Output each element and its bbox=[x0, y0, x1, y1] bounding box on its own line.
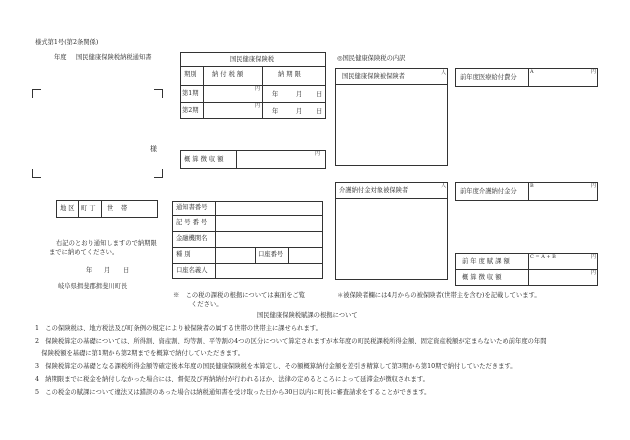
yen-unit: 円 bbox=[591, 254, 597, 260]
yen-unit: 円 bbox=[591, 183, 597, 189]
basis-item: 5 この税金の賦課について違法又は錯誤のあった場合は納税通知書を受け取った日から30日以内に町長に審査請求をすることができます。 bbox=[35, 389, 431, 396]
basis-item: 4 納期限までに税金を納付しなかった場合には、督促及び再納納付が行われるほか、法律の定めるところによって延滞金が徴収されます。 bbox=[35, 376, 429, 383]
message-line1: 右記のとおり通知しますので納期限 bbox=[56, 240, 157, 247]
date-month: 月 bbox=[104, 267, 111, 274]
insured-box bbox=[335, 68, 448, 166]
estimated-label: 概 算 徴 収 額 bbox=[462, 274, 502, 281]
prev-taxable-label: 前 年 度 賦 課 額 bbox=[462, 258, 510, 265]
prev-taxable-formula: C = A + B bbox=[530, 254, 556, 260]
row-label: 第1期 bbox=[182, 90, 199, 97]
care-label: 介護納付金対象被保険者 bbox=[339, 187, 409, 194]
breakdown-title: ◎国民健康保険税の内訳 bbox=[337, 55, 406, 62]
due-day: 日 bbox=[316, 108, 323, 115]
col-amount: 納 付 税 額 bbox=[212, 71, 244, 78]
due-month: 月 bbox=[296, 91, 303, 98]
bank-type: 種 別 bbox=[176, 251, 191, 258]
care-unit: 人 bbox=[441, 183, 447, 189]
prev-care-label: 前年度介護納付金分 bbox=[460, 188, 517, 195]
bank-account-number: 口座番号 bbox=[258, 251, 284, 258]
due-year: 年 bbox=[272, 91, 279, 98]
bank-institution: 金融機関名 bbox=[176, 235, 208, 242]
address-bracket-tr bbox=[154, 89, 163, 98]
address-bracket-tl bbox=[32, 89, 41, 98]
col-period: 期別 bbox=[184, 71, 197, 78]
notice-title: 国民健康保険税納税通知書 bbox=[76, 54, 152, 61]
prev-medical-label: 前年度医療給付費分 bbox=[460, 74, 517, 81]
date-year: 年 bbox=[86, 267, 93, 274]
address-col-household-1: 世 bbox=[107, 205, 114, 212]
bank-holder: 口座名義人 bbox=[176, 267, 208, 274]
col-due: 納 期 限 bbox=[278, 71, 301, 78]
address-bracket-br bbox=[154, 169, 163, 178]
basis-item: 1 この保険税は、地方税法及び町条例の規定により被保険者の属する世帯の世帯主に課せられます。 bbox=[35, 325, 322, 332]
date-day: 日 bbox=[123, 267, 130, 274]
tax-table-header: 国民健康保険税 bbox=[230, 56, 275, 63]
basis-item: 2 保険税算定の基礎については、所得割、資産割、均等割、平等割の4つの区分について算定されますが本年度の町民税課税所得金額、固定資産税額が定まらないため前年度の年間 bbox=[35, 338, 547, 345]
due-month: 月 bbox=[296, 108, 303, 115]
yen-unit: 円 bbox=[255, 103, 261, 109]
prev-care-key: B bbox=[530, 183, 534, 189]
message-line2: までに納めてください。 bbox=[49, 249, 119, 256]
basis-item: 3 保険税算定の基礎となる課税所得金額等確定後本年度の国民健康保険税を本算定し、その額概算納付金額を差引き精算して第3期から第10期で納付していただきます。 bbox=[35, 363, 517, 370]
care-box bbox=[335, 182, 448, 280]
bank-account-code: 記 号 番 号 bbox=[176, 219, 208, 226]
yen-unit: 円 bbox=[591, 69, 597, 75]
due-day: 日 bbox=[316, 91, 323, 98]
address-col-town: 町 丁 bbox=[81, 205, 96, 212]
address-bracket-bl bbox=[32, 169, 41, 178]
basis-item: 保険税額を基礎に第1期から第2期までを概算で納付していただきます。 bbox=[35, 350, 245, 357]
form-id: 様式第1号(第2条関係) bbox=[35, 39, 99, 46]
yen-unit: 円 bbox=[315, 151, 321, 157]
estimated-total-label: 概 算 徴 収 額 bbox=[184, 156, 224, 163]
insured-unit: 人 bbox=[441, 70, 447, 76]
due-year: 年 bbox=[272, 108, 279, 115]
yen-unit: 円 bbox=[591, 270, 597, 276]
yen-unit: 円 bbox=[255, 86, 261, 92]
row-label: 第2期 bbox=[182, 107, 199, 114]
address-col-district: 地 区 bbox=[60, 205, 75, 212]
prev-medical-key: A bbox=[530, 69, 534, 75]
insured-footnote: ＊被保険者欄には4月からの被保険者(世帯主を含む)を記載しています。 bbox=[337, 292, 541, 299]
basis-title: 国民健康保険税賦課の根拠について bbox=[257, 312, 358, 319]
issuer: 岐阜県揖斐郡揖斐川町長 bbox=[58, 283, 128, 290]
bank-note-line2: ください。 bbox=[191, 301, 223, 308]
bank-note-line1: ※ この税の課税の根拠については裏面をご覧 bbox=[173, 292, 306, 299]
addressee-suffix: 様 bbox=[150, 145, 157, 153]
fiscal-year-label: 年度 bbox=[54, 54, 67, 61]
bank-notice-no: 通知書番号 bbox=[176, 204, 208, 211]
insured-label: 国民健康保険被保険者 bbox=[342, 73, 405, 80]
address-col-household-2: 帯 bbox=[121, 205, 128, 212]
